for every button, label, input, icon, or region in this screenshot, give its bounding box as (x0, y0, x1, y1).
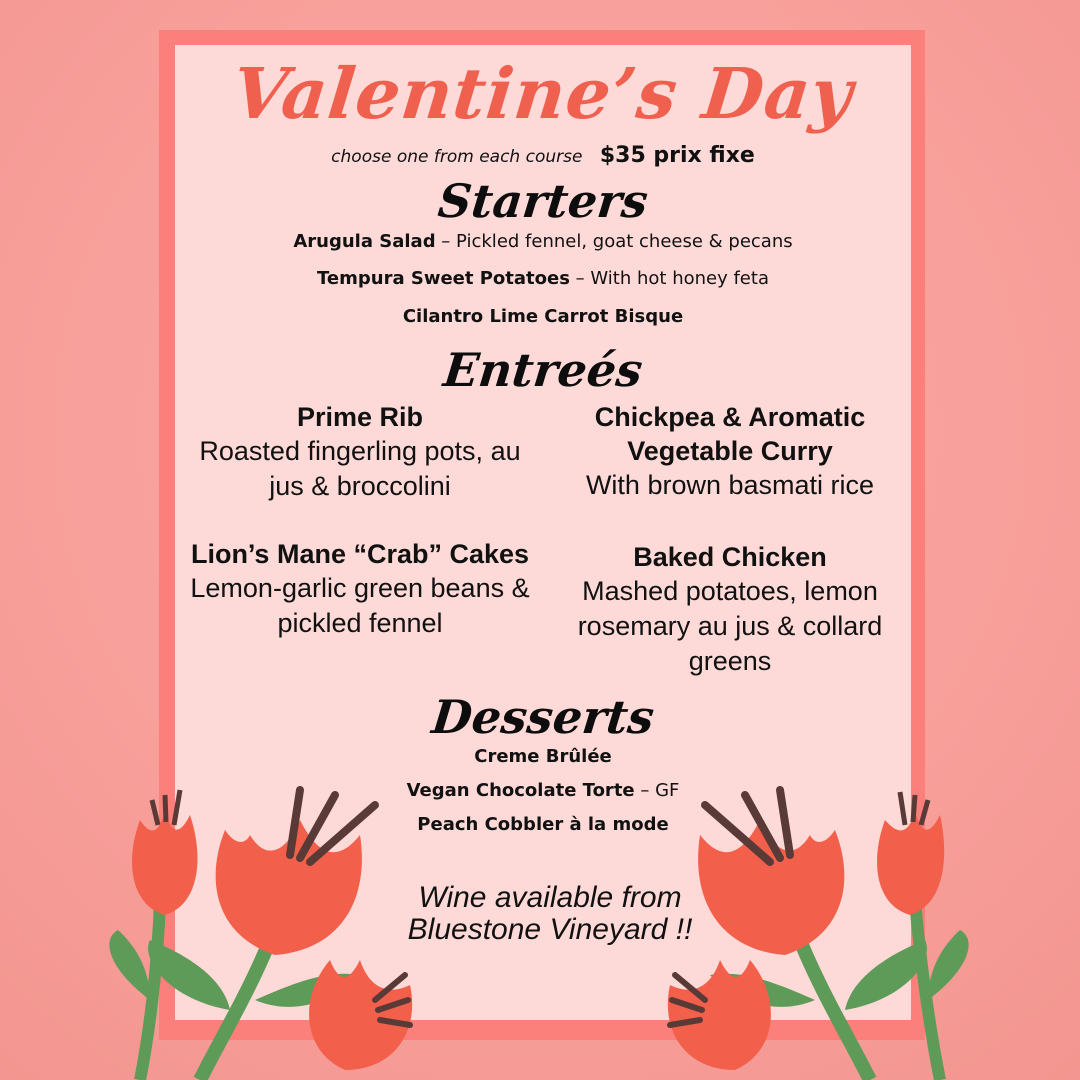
dish-desc: With brown basmati rice (585, 470, 875, 500)
separator: – (435, 231, 457, 252)
desserts-heading: Desserts (429, 690, 657, 744)
dish-name: Prime Rib (296, 402, 424, 432)
dish-desc: GF (655, 780, 680, 801)
price-label: $35 prix fixe (599, 143, 755, 168)
separator: – (634, 780, 656, 801)
course-note: choose one from each course (331, 147, 583, 167)
dish-desc: Roasted fingerling pots, au jus & broccolini (199, 436, 521, 501)
page-title: Valentine’s Day (228, 52, 858, 135)
tulip-icon (309, 960, 412, 1070)
dish-desc: With hot honey feta (590, 268, 769, 289)
dish-name: Chickpea & Aromatic Vegetable Curry (594, 402, 866, 466)
dish-name: Vegan Chocolate Torte (406, 780, 635, 801)
dish-name: Arugula Salad (293, 231, 436, 252)
tulip-icon (109, 790, 197, 1080)
wine-note: Wine available from Bluestone Vineyard !! (407, 881, 693, 946)
dish-name: Creme Brûlée (474, 746, 612, 767)
dish-name: Tempura Sweet Potatoes (317, 268, 570, 289)
dish-desc: Mashed potatoes, lemon rosemary au jus & collard greens (577, 576, 883, 676)
dish-name: Lion’s Mane “Crab” Cakes (190, 539, 530, 569)
entrees-heading: Entreés (440, 343, 646, 397)
dish-name: Baked Chicken (633, 542, 827, 572)
dish-name: Cilantro Lime Carrot Bisque (402, 306, 684, 327)
separator: – (569, 268, 591, 289)
tulip-icon (668, 960, 771, 1070)
starters-heading: Starters (435, 174, 651, 228)
dish-name: Peach Cobbler à la mode (417, 814, 669, 835)
dish-desc: Lemon-garlic green beans & pickled fennel (190, 573, 530, 638)
dish-desc: Pickled fennel, goat cheese & pecans (456, 231, 793, 252)
tulip-icon (877, 792, 969, 1080)
